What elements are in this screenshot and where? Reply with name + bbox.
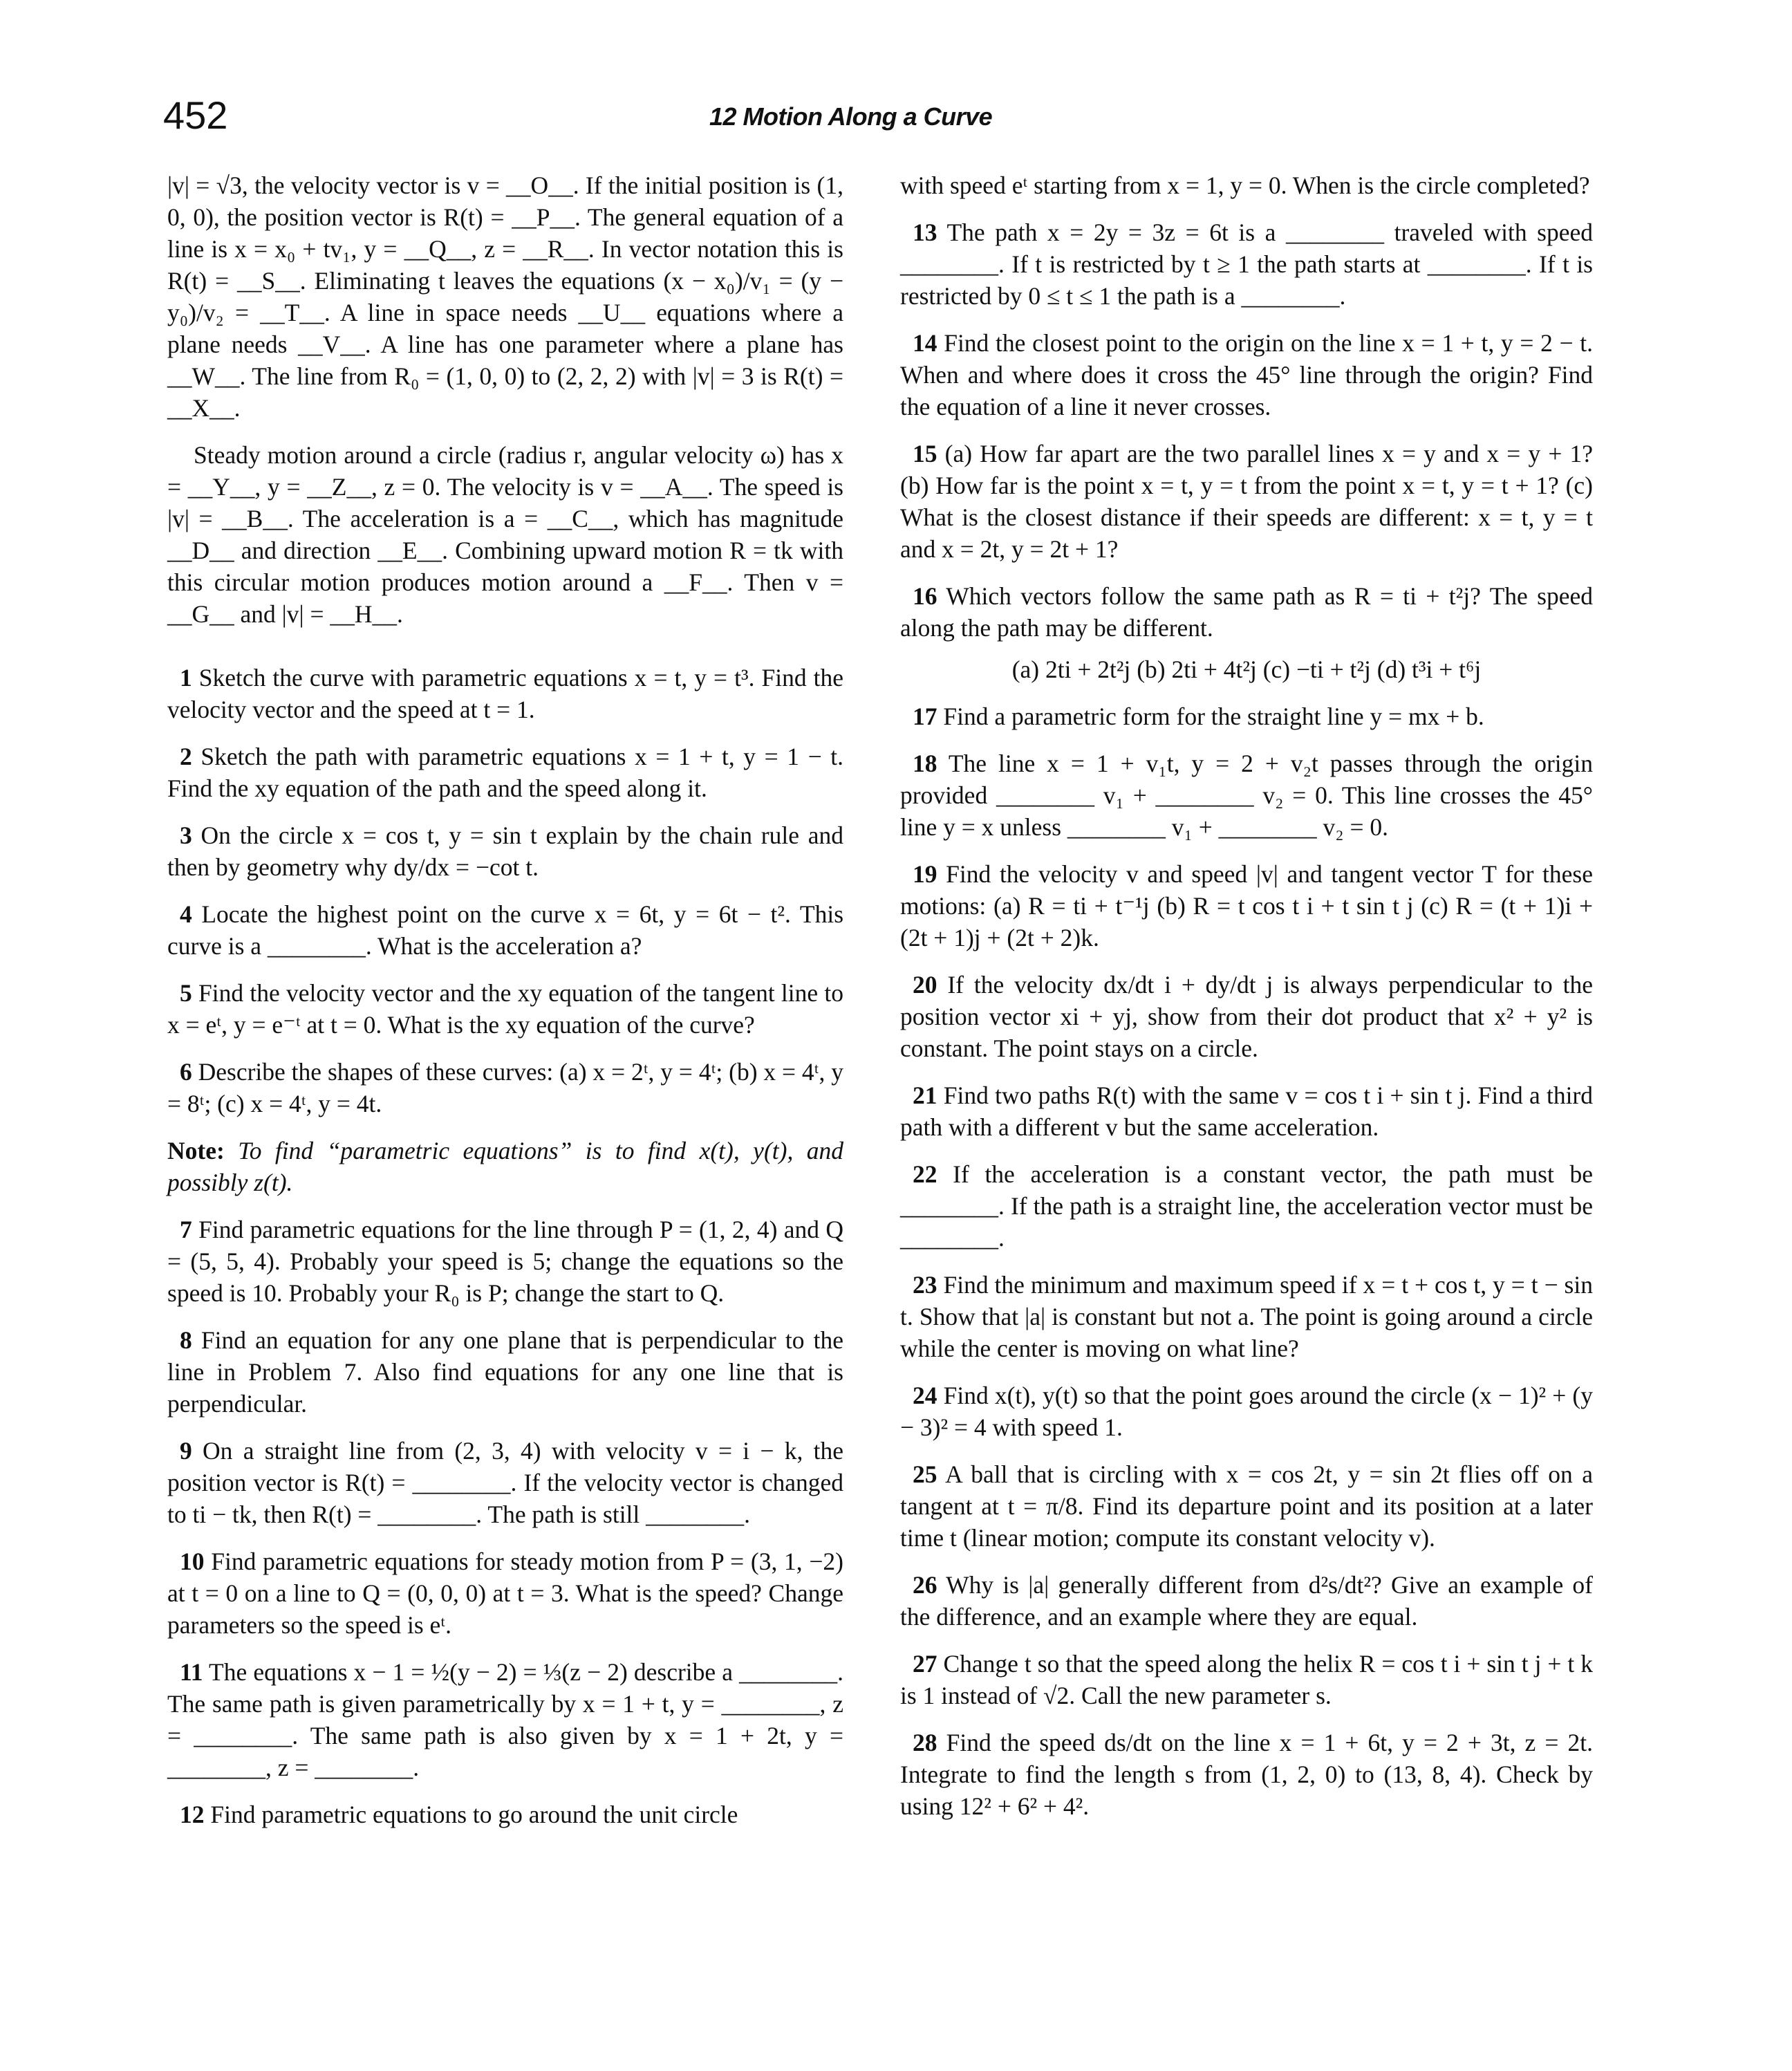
problem-number: 25 [913,1460,937,1488]
problem-text: Why is |a| generally different from d²s/dt²? Give an example of the difference, and an example where they are equal. [900,1571,1594,1631]
problem-text: Find the minimum and maximum speed if x = t + cos t, y = t − sin t. Show that |a| is constant but not a. The point is going around a circle while the center is moving on what line? [900,1271,1593,1362]
problem-number: 28 [913,1729,937,1756]
problem-number: 11 [180,1658,203,1686]
review-paragraph-circle: Steady motion around a circle (radius r, angular velocity ω) has x = __Y__, y = __Z__, z = 0. The velocity is v = __A__. The speed is |v| = __B__. The acceleration is a = __C__, which has magnitude __D__ and direction __E__. Combining upward motion R = tk with this circular motion produces motion around a __F__. Then v = __G__ and |v| = __H__. [167,441,843,628]
problem-17 [900,700,1593,732]
problem-text: Locate the highest point on the curve x = 6t, y = 6t − t². This curve is a ________. What is the acceleration a? [167,900,844,960]
problem-number: 1 [180,664,192,691]
problem-text: If the acceleration is a constant vector, the path must be ________. If the path is a straight line, the acceleration vector must be ________. [900,1160,1593,1252]
note-label: Note: [167,1137,225,1164]
problem-11 [167,1656,843,1783]
problem-16-choices: (a) 2ti + 2t²j (b) 2ti + 4t²j (c) −ti + t²j (d) t³i + t⁶j [1011,656,1482,683]
problem-text: Find parametric equations for steady motion from P = (3, 1, −2) at t = 0 on a line to Q = (0, 0, 0) at t = 3. What is the speed? Change parameters so the speed is eᵗ. [167,1548,843,1639]
problem-2 [167,741,843,804]
note [167,1135,843,1198]
problem-number: 15 [913,440,937,467]
right-column [900,169,1593,1837]
problem-number: 2 [180,743,192,770]
problem-text: Find two paths R(t) with the same v = cos t i + sin t j. Find a third path with a different v but the same acceleration. [900,1081,1594,1141]
problem-text: Find parametric equations for the line through P = (1, 2, 4) and Q = (5, 5, 4). Probably your speed is 5; change the equations so the speed is 10. Probably your R₀ is P; change the start to Q. [167,1216,843,1307]
problem-number: 10 [180,1548,205,1575]
problem-28 [900,1727,1593,1822]
chapter-title: 12 Motion Along a Curve [709,102,993,131]
problem-23 [900,1269,1593,1364]
problem-number: 3 [180,821,192,849]
problem-26 [900,1569,1593,1633]
problem-number: 8 [180,1326,192,1354]
problem-number: 17 [913,703,937,730]
problem-text: Find the closest point to the origin on the line x = 1 + t, y = 2 − t. When and where does it cross the 45° line through the origin? Find the equation of a line it never crosses. [900,329,1594,420]
problem-text: The line x = 1 + v₁t, y = 2 + v₂t passes through the origin provided ________ v₁ + ________ v₂ = 0. This line crosses the 45° line y = x unless ________ v₁ + ________ v₂ = 0. [900,750,1593,841]
problem-number: 27 [913,1650,937,1678]
left-column [167,169,843,1846]
problem-text: Find a parametric form for the straight line y = mx + b. [943,703,1484,730]
problem-text: Find the velocity v and speed |v| and tangent vector T for these motions: (a) R = ti + t⁻¹j (b) R = t cos t i + t sin t j (c) R = (t + 1)i + (2t + 1)j + (2t + 2)k. [900,860,1593,951]
problem-12 [167,1799,843,1830]
problem-5 [167,977,843,1041]
problem-1 [167,662,843,725]
problem-number: 26 [913,1571,937,1599]
problem-6 [167,1056,843,1120]
problem-number: 12 [180,1801,205,1828]
problem-24 [900,1380,1593,1443]
problem-text: Which vectors follow the same path as R = ti + t²j? The speed along the path may be different. [900,582,1594,642]
problem-7 [167,1214,843,1309]
problem-number: 9 [180,1437,192,1465]
problem-text: Sketch the path with parametric equations x = 1 + t, y = 1 − t. Find the xy equation of the path and the speed along it. [167,743,843,802]
problem-number: 5 [180,979,192,1007]
problem-20 [900,969,1593,1064]
problem-text: Describe the shapes of these curves: (a) x = 2ᵗ, y = 4ᵗ; (b) x = 4ᵗ, y = 8ᵗ; (c) x = 4ᵗ, y = 4t. [167,1058,843,1117]
problem-text: Change t so that the speed along the helix R = cos t i + sin t j + t k is 1 instead of √2. Call the new parameter s. [900,1650,1594,1709]
problem-4 [167,898,843,962]
problem-number: 23 [913,1271,937,1299]
problem-number: 7 [180,1216,192,1243]
problem-number: 19 [913,860,937,888]
problem-number: 6 [180,1058,192,1086]
problem-13 [900,216,1593,312]
problem-18 [900,747,1593,843]
problem-text: The equations x − 1 = ½(y − 2) = ⅓(z − 2) describe a ________. The same path is given parametrically by x = 1 + t, y = ________, z = ________. The same path is also given by x = 1 + 2t, y = ________, z = ________. [167,1658,844,1781]
problem-number: 14 [913,329,937,357]
problem-text: If the velocity dx/dt i + dy/dt j is always perpendicular to the position vector xi + yj, show from their dot product that x² + y² is constant. The point stays on a circle. [900,971,1594,1062]
problem-9 [167,1435,843,1530]
problem-text: A ball that is circling with x = cos 2t, y = sin 2t flies off on a tangent at t = π/8. Find its departure point and its position at a later time t (linear motion; compute its constant velocity v). [900,1460,1593,1552]
problem-text: Sketch the curve with parametric equations x = t, y = t³. Find the velocity vector and the speed at t = 1. [167,664,844,723]
problem-15 [900,438,1593,565]
problem-text: On the circle x = cos t, y = sin t explain by the chain rule and then by geometry why dy/dx = −cot t. [167,821,844,881]
problem-number: 20 [913,971,937,999]
problem-text: Find parametric equations to go around the unit circle [210,1801,738,1828]
problem-21 [900,1079,1593,1143]
problem-16 [900,580,1593,644]
problem-text: The path x = 2y = 3z = 6t is a ________ traveled with speed ________. If t is restricted by t ≥ 1 the path starts at ________. If t is restricted by 0 ≤ t ≤ 1 the path is a ________. [900,219,1594,310]
problem-22 [900,1158,1593,1254]
problem-3 [167,819,843,883]
problem-14 [900,327,1593,422]
review-paragraph-lines: |v| = √3, the velocity vector is v = __O__. If the initial position is (1, 0, 0), the position vector is R(t) = __P__. The general equation of a line is x = x₀ + tv₁, y = __Q__, z = __R__. In vector notation this is R(t) = __S__. Eliminating t leaves the equations (x − x₀)/v₁ = (y − y₀)/v₂ = __T__. A line in space needs __U__ equations where a plane needs __V__. A line has one parameter where a plane has __W__. The line from R₀ = (1, 0, 0) to (2, 2, 2) with |v| = 3 is R(t) = __X__. [167,171,843,422]
problem-12-continued: with speed eᵗ starting from x = 1, y = 0. When is the circle completed? [900,171,1590,199]
problem-8 [167,1324,843,1420]
problem-number: 13 [913,219,937,246]
problem-text: (a) How far apart are the two parallel lines x = y and x = y + 1? (b) How far is the point x = t, y = t from the point x = t, y = t + 1? (c) What is the closest distance if their speeds are different: x = t, y = t and x = 2t, y = 2t + 1? [900,440,1594,563]
problem-27 [900,1648,1593,1711]
problem-text: Find x(t), y(t) so that the point goes around the circle (x − 1)² + (y − 3)² = 4 with speed 1. [900,1382,1593,1441]
problem-text: Find an equation for any one plane that is perpendicular to the line in Problem 7. Also find equations for any one line that is perpendicular. [167,1326,843,1418]
page-header [163,93,1587,155]
problem-text: On a straight line from (2, 3, 4) with velocity v = i − k, the position vector is R(t) = ________. If the velocity vector is changed to ti − tk, then R(t) = ________. The path is still ________. [167,1437,844,1528]
problem-25 [900,1458,1593,1554]
note-body: To find “parametric equations” is to find x(t), y(t), and possibly z(t). [167,1137,844,1196]
problem-number: 4 [180,900,192,928]
problem-number: 16 [913,582,937,610]
problem-number: 18 [913,750,937,777]
problem-number: 22 [913,1160,937,1188]
problem-text: Find the velocity vector and the xy equation of the tangent line to x = eᵗ, y = e⁻ᵗ at t = 0. What is the xy equation of the curve? [167,979,844,1039]
problem-10 [167,1545,843,1641]
page-number: 452 [163,93,228,137]
problem-text: Find the speed ds/dt on the line x = 1 + 6t, y = 2 + 3t, z = 2t. Integrate to find the length s from (1, 2, 0) to (13, 8, 4). Check by using 12² + 6² + 4². [900,1729,1593,1820]
problem-number: 21 [913,1081,937,1109]
problem-number: 24 [913,1382,937,1409]
problem-19 [900,858,1593,954]
